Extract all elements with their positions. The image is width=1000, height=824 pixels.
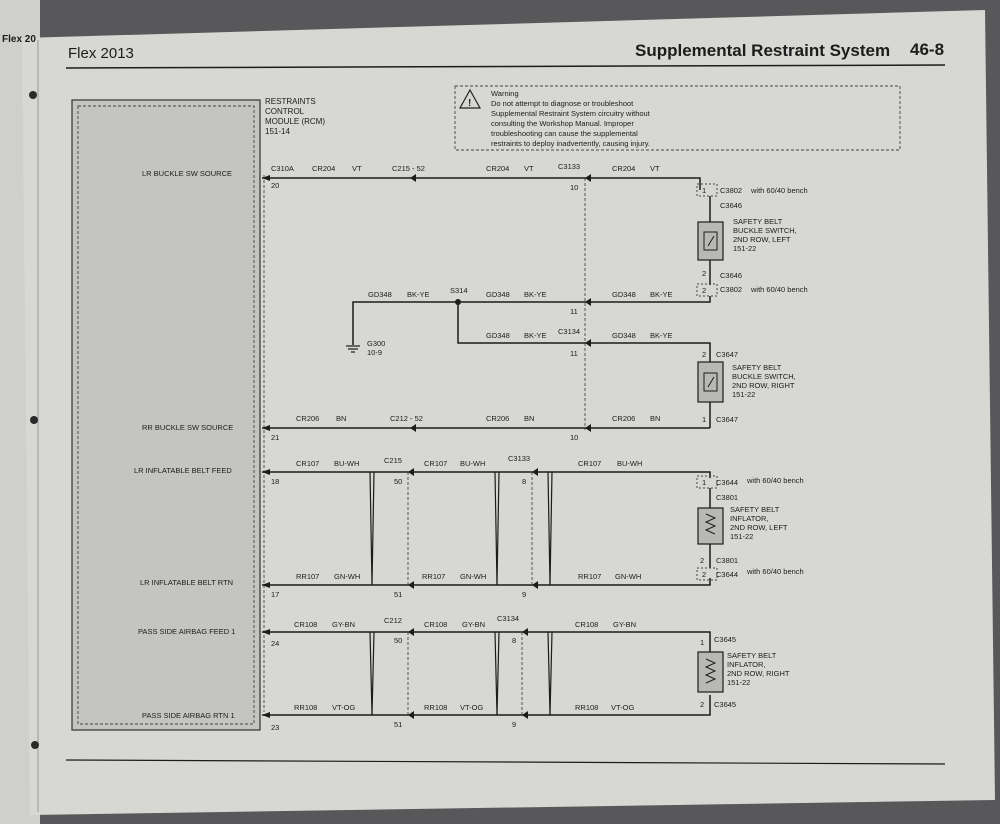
rr-buckle-line-4: 151-22 xyxy=(732,390,756,399)
col-vtog-c: VT-OG xyxy=(611,703,635,712)
cir-cr108-b: CR108 xyxy=(424,620,448,629)
conn-c3646-b: C3646 xyxy=(720,271,743,280)
col-vt-a: VT xyxy=(352,164,362,173)
cir-rr108-b: RR108 xyxy=(424,703,448,712)
pin-2-c3644: 2 xyxy=(702,570,707,579)
cir-rr107-a: RR107 xyxy=(296,572,320,581)
conn-c3133-a: C3133 xyxy=(558,162,581,171)
pin-2-rr-inflator: 2 xyxy=(700,700,705,709)
cir-gd348-d: GD348 xyxy=(486,331,510,340)
col-gybn-a: GY-BN xyxy=(332,620,356,629)
warning-line-2: Supplemental Restraint System circuitry without xyxy=(491,109,650,118)
module-label-2: CONTROL xyxy=(265,107,305,116)
warning-line-5: restraints to deploy inadvertently, causing injury. xyxy=(491,139,650,148)
cir-rr108-a: RR108 xyxy=(294,703,318,712)
page-number: 46-8 xyxy=(910,40,945,59)
rr-inflator-line-1: SAFETY BELT xyxy=(727,651,777,660)
cir-cr206-c: CR206 xyxy=(612,414,636,423)
cir-rr108-c: RR108 xyxy=(575,703,599,712)
rr-inflator-line-4: 151-22 xyxy=(727,678,751,687)
lr-buckle-line-1: SAFETY BELT xyxy=(733,217,783,226)
pin-9-b: 9 xyxy=(512,720,517,729)
rcm-pin-20: 20 xyxy=(271,181,280,190)
col-vt-c: VT xyxy=(650,164,660,173)
pin-label-pass-feed: PASS SIDE AIRBAG FEED 1 xyxy=(138,627,236,636)
lr-inflator-line-3: 2ND ROW, LEFT xyxy=(730,523,788,532)
pin-51-a: 51 xyxy=(394,590,403,599)
cir-cr108-c: CR108 xyxy=(575,620,599,629)
pin-10-a: 10 xyxy=(570,183,579,192)
rr-buckle-line-3: 2ND ROW, RIGHT xyxy=(732,381,795,390)
cir-gd348-e: GD348 xyxy=(612,331,636,340)
col-bn-a: BN xyxy=(336,414,347,423)
pin-2-rr-buckle: 2 xyxy=(702,350,707,359)
col-vtog-b: VT-OG xyxy=(460,703,484,712)
col-gybn-c: GY-BN xyxy=(613,620,637,629)
cir-cr206-b: CR206 xyxy=(486,414,510,423)
conn-c3646-a: C3646 xyxy=(720,201,743,210)
bench-note-c: with 60/40 bench xyxy=(747,476,804,485)
conn-c212-52: C212 - 52 xyxy=(390,414,423,423)
pin-9-a: 9 xyxy=(522,590,527,599)
col-buwh-a: BU-WH xyxy=(334,459,360,468)
bench-note-a: with 60/40 bench xyxy=(751,186,808,195)
cir-rr107-c: RR107 xyxy=(578,572,602,581)
cir-cr107-b: CR107 xyxy=(424,459,448,468)
module-label-1: RESTRAINTS xyxy=(265,97,316,106)
lr-inflator-line-2: INFLATOR, xyxy=(730,514,769,523)
cir-cr204-b: CR204 xyxy=(486,164,510,173)
warning-heading: Warning xyxy=(491,89,519,98)
col-vt-b: VT xyxy=(524,164,534,173)
pin-1-c3644: 1 xyxy=(702,478,707,487)
conn-c3133-b: C3133 xyxy=(508,454,531,463)
lr-inflator-line-4: 151-22 xyxy=(730,532,754,541)
pin-2-lr-buckle: 2 xyxy=(702,269,707,278)
lr-inflator-symbol xyxy=(698,508,723,544)
conn-c212: C212 xyxy=(384,616,402,625)
col-gybn-b: GY-BN xyxy=(462,620,486,629)
pin-8-b: 8 xyxy=(512,636,517,645)
header-title: Supplemental Restraint System xyxy=(635,41,891,60)
rr-inflator-symbol xyxy=(698,652,723,692)
pin-10-b: 10 xyxy=(570,433,579,442)
conn-c310a: C310A xyxy=(271,164,294,173)
col-vtog-a: VT-OG xyxy=(332,703,356,712)
col-bkye-a: BK-YE xyxy=(407,290,430,299)
cir-cr108-a: CR108 xyxy=(294,620,318,629)
warning-line-4: troubleshooting can cause the supplemental xyxy=(491,129,638,138)
cir-gd348-b: GD348 xyxy=(486,290,510,299)
pin-label-pass-rtn: PASS SIDE AIRBAG RTN 1 xyxy=(142,711,235,720)
cir-cr204-c: CR204 xyxy=(612,164,636,173)
cir-cr204-a: CR204 xyxy=(312,164,336,173)
rcm-pin-21: 21 xyxy=(271,433,280,442)
conn-c3802-b: C3802 xyxy=(720,285,743,294)
lr-buckle-line-2: BUCKLE SWITCH, xyxy=(733,226,797,235)
ground-name: G300 xyxy=(367,339,386,348)
rr-inflator-line-3: 2ND ROW, RIGHT xyxy=(727,669,790,678)
cir-gd348-a: GD348 xyxy=(368,290,392,299)
rr-buckle-line-2: BUCKLE SWITCH, xyxy=(732,372,796,381)
pin-51-b: 51 xyxy=(394,720,403,729)
conn-c3802-a: C3802 xyxy=(720,186,743,195)
bench-note-d: with 60/40 bench xyxy=(747,567,804,576)
conn-c3645-b: C3645 xyxy=(714,700,737,709)
lr-buckle-line-4: 151-22 xyxy=(733,244,757,253)
module-label-3: MODULE (RCM) xyxy=(265,117,325,126)
pin-11-a: 11 xyxy=(570,307,578,316)
col-bkye-e: BK-YE xyxy=(650,331,673,340)
conn-c3647-a: C3647 xyxy=(716,350,739,359)
header-model: Flex 2013 xyxy=(68,45,134,62)
warning-line-3: consulting the Workshop Manual. Improper xyxy=(491,119,634,128)
cir-rr107-b: RR107 xyxy=(422,572,446,581)
warning-line-1: Do not attempt to diagnose or troubleshoot xyxy=(491,99,634,108)
rcm-pin-18: 18 xyxy=(271,477,280,486)
col-bkye-d: BK-YE xyxy=(524,331,547,340)
pin-50-a: 50 xyxy=(394,477,403,486)
rcm-pin-17: 17 xyxy=(271,590,280,599)
conn-c3644-a: C3644 xyxy=(716,478,739,487)
conn-c3644-b: C3644 xyxy=(716,570,739,579)
pin-2-lr-inflator: 2 xyxy=(700,556,705,565)
lr-buckle-line-3: 2ND ROW, LEFT xyxy=(733,235,791,244)
pin-1-c3802: 1 xyxy=(702,186,707,195)
rcm-pin-23: 23 xyxy=(271,723,280,732)
col-buwh-b: BU-WH xyxy=(460,459,486,468)
pin-label-lr-buckle: LR BUCKLE SW SOURCE xyxy=(142,169,233,178)
col-buwh-c: BU-WH xyxy=(617,459,643,468)
conn-c215-52: C215 - 52 xyxy=(392,164,425,173)
col-gnwh-b: GN-WH xyxy=(460,572,487,581)
col-gnwh-a: GN-WH xyxy=(334,572,361,581)
pin-2-c3802: 2 xyxy=(702,286,707,295)
conn-c3801-a: C3801 xyxy=(716,493,739,502)
side-tab-text: Flex 20 xyxy=(2,34,36,45)
svg-text:!: ! xyxy=(468,98,472,109)
pin-1-rr-buckle: 1 xyxy=(702,415,707,424)
conn-c215: C215 xyxy=(384,456,402,465)
rr-buckle-line-1: SAFETY BELT xyxy=(732,363,782,372)
module-label-4: 151-14 xyxy=(265,127,290,136)
pin-1-rr-inflator: 1 xyxy=(700,638,705,647)
conn-c3801-b: C3801 xyxy=(716,556,739,565)
col-bkye-c: BK-YE xyxy=(650,290,673,299)
pin-label-lr-rtn: LR INFLATABLE BELT RTN xyxy=(140,578,234,587)
pin-50-b: 50 xyxy=(394,636,403,645)
conn-c3134-b: C3134 xyxy=(497,614,520,623)
conn-c3647-b: C3647 xyxy=(716,415,739,424)
pin-label-rr-buckle: RR BUCKLE SW SOURCE xyxy=(142,423,234,432)
pin-label-lr-feed: LR INFLATABLE BELT FEED xyxy=(134,466,232,475)
cir-gd348-c: GD348 xyxy=(612,290,636,299)
rcm-pin-24: 24 xyxy=(271,639,280,648)
rr-inflator-line-2: INFLATOR, xyxy=(727,660,766,669)
cir-cr107-a: CR107 xyxy=(296,459,320,468)
ground-ref: 10-9 xyxy=(367,348,383,357)
lr-inflator-line-1: SAFETY BELT xyxy=(730,505,780,514)
col-bn-c: BN xyxy=(650,414,661,423)
col-bkye-b: BK-YE xyxy=(524,290,547,299)
pin-8-a: 8 xyxy=(522,477,527,486)
cir-cr206-a: CR206 xyxy=(296,414,320,423)
cir-cr107-c: CR107 xyxy=(578,459,602,468)
col-gnwh-c: GN-WH xyxy=(615,572,642,581)
conn-c3645-a: C3645 xyxy=(714,635,737,644)
bench-note-b: with 60/40 bench xyxy=(751,285,808,294)
conn-c3134-a: C3134 xyxy=(558,327,581,336)
splice-s314: S314 xyxy=(450,286,468,295)
pin-11-b: 11 xyxy=(570,349,578,358)
col-bn-b: BN xyxy=(524,414,535,423)
